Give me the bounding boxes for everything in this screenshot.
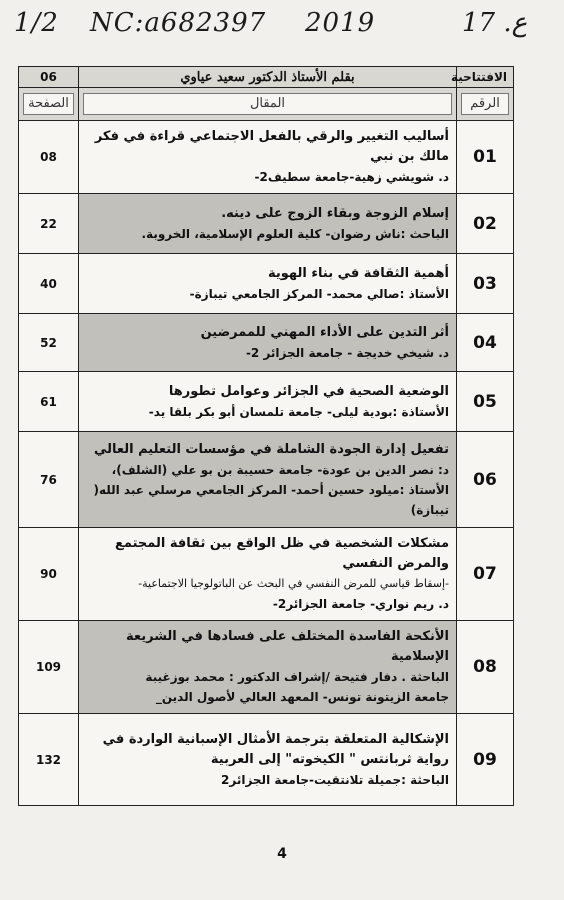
- article-number: 07: [457, 528, 514, 621]
- article-title: أهمية الثقافة في بناء الهوية: [268, 265, 449, 281]
- page-number: 4: [277, 846, 287, 862]
- article-cell: [79, 194, 457, 254]
- article-author: د. شيخي خديجة - جامعة الجزائر 2-: [245, 345, 449, 360]
- article-cell: [79, 314, 457, 372]
- article-number: 08: [457, 621, 514, 714]
- article-subtitle: -إسقاط قياسي للمرض النفسي في البحث عن الباتولوجيا الاجتماعية-: [138, 577, 449, 590]
- article-title-line2: رواية ثربانتس " الكيخوته" إلى العربية: [210, 751, 449, 767]
- article-author: الأستاذ :ميلود حسين أحمد- المركز الجامعي مرسلي عبد الله( تيبازة): [93, 482, 449, 517]
- article-number: 02: [457, 194, 514, 254]
- handwritten-year: 2019: [305, 8, 376, 38]
- article-title: إسلام الزوجة وبقاء الزوج على دينه.: [221, 205, 449, 221]
- table-row: [19, 121, 514, 194]
- article-cell: [79, 714, 457, 806]
- article-number: 03: [457, 254, 514, 314]
- table-row: [19, 194, 514, 254]
- article-author: الباحثة :جميلة تلانتقيت-جامعة الجزائر2: [221, 772, 449, 787]
- article-number: 09: [457, 714, 514, 806]
- article-cell: [79, 432, 457, 528]
- intro-row: [19, 67, 514, 88]
- table-row: [19, 314, 514, 372]
- article-number: 06: [457, 432, 514, 528]
- article-page: 90: [19, 528, 79, 621]
- header-row: [19, 88, 514, 121]
- table-row: [19, 432, 514, 528]
- header-page: الصفحة: [19, 88, 79, 121]
- handwritten-code: NC:a682397: [90, 8, 267, 38]
- article-page: 52: [19, 314, 79, 372]
- table-of-contents: [18, 66, 514, 806]
- article-title: تفعيل إدارة الجودة الشاملة في مؤسسات التعليم العالي: [94, 441, 449, 457]
- intro-page: 06: [19, 67, 79, 88]
- article-author: الأستاذ :صالي محمد- المركز الجامعي تيبازة-: [189, 286, 449, 301]
- article-page: 132: [19, 714, 79, 806]
- table-row: [19, 528, 514, 621]
- article-author: د. ريم نواري- جامعة الجزائر2-: [272, 597, 449, 611]
- article-title: الإشكالية المتعلقة بترجمة الأمثال الإسبانية الواردة في: [102, 731, 449, 747]
- table-row: [19, 714, 514, 806]
- intro-label: الافتتاحية: [457, 67, 514, 88]
- article-cell: [79, 121, 457, 194]
- table-row: [19, 254, 514, 314]
- article-title: الأنكحة الفاسدة المختلف على فسادها في الشريعة الإسلامية: [126, 629, 449, 664]
- article-author: جامعة الزيتونة تونس- المعهد العالي لأصول الدين_: [155, 690, 449, 704]
- article-author: د: نصر الدين بن عودة- جامعة حسيبة بن بو علي (الشلف)،: [111, 462, 449, 477]
- article-number: 04: [457, 314, 514, 372]
- handwritten-page-fraction: 1/2: [14, 8, 59, 38]
- article-page: 22: [19, 194, 79, 254]
- table-row: [19, 621, 514, 714]
- table-row: [19, 372, 514, 432]
- article-cell: [79, 528, 457, 621]
- article-page: 08: [19, 121, 79, 194]
- article-title: أساليب التغيير والرقي بالفعل الاجتماعي قراءة في فكر مالك بن نبي: [94, 129, 449, 164]
- article-number: 05: [457, 372, 514, 432]
- handwritten-issue: ع. 17: [462, 8, 528, 38]
- header-article: المقال: [79, 88, 457, 121]
- header-number: الرقم: [457, 88, 514, 121]
- article-cell: [79, 621, 457, 714]
- article-cell: [79, 254, 457, 314]
- article-page: 109: [19, 621, 79, 714]
- article-author: الباحث :ناش رضوان- كلية العلوم الإسلامية، الخروبة.: [141, 226, 449, 241]
- article-author: د. شويشي زهية-جامعة سطيف2-: [254, 170, 449, 184]
- article-number: 01: [457, 121, 514, 194]
- article-author: الباحثة . دفار فتيحة /إشراف الدكتور : محمد بوزغيبة: [145, 670, 449, 684]
- article-author: الأستاذة :بودية ليلى- جامعة تلمسان أبو بكر بلقا يد-: [148, 404, 449, 419]
- article-page: 40: [19, 254, 79, 314]
- article-cell: [79, 372, 457, 432]
- article-page: 76: [19, 432, 79, 528]
- article-title: الوضعية الصحية في الجزائر وعوامل تطورها: [168, 383, 449, 399]
- intro-author: بقلم الأستاذ الدكتور سعيد عياوي: [79, 67, 457, 88]
- article-title: أثر التدين على الأداء المهني للممرضين: [200, 324, 449, 340]
- article-page: 61: [19, 372, 79, 432]
- article-title: مشكلات الشخصية في ظل الواقع بين ثقافة المجتمع والمرض النفسي: [115, 536, 449, 571]
